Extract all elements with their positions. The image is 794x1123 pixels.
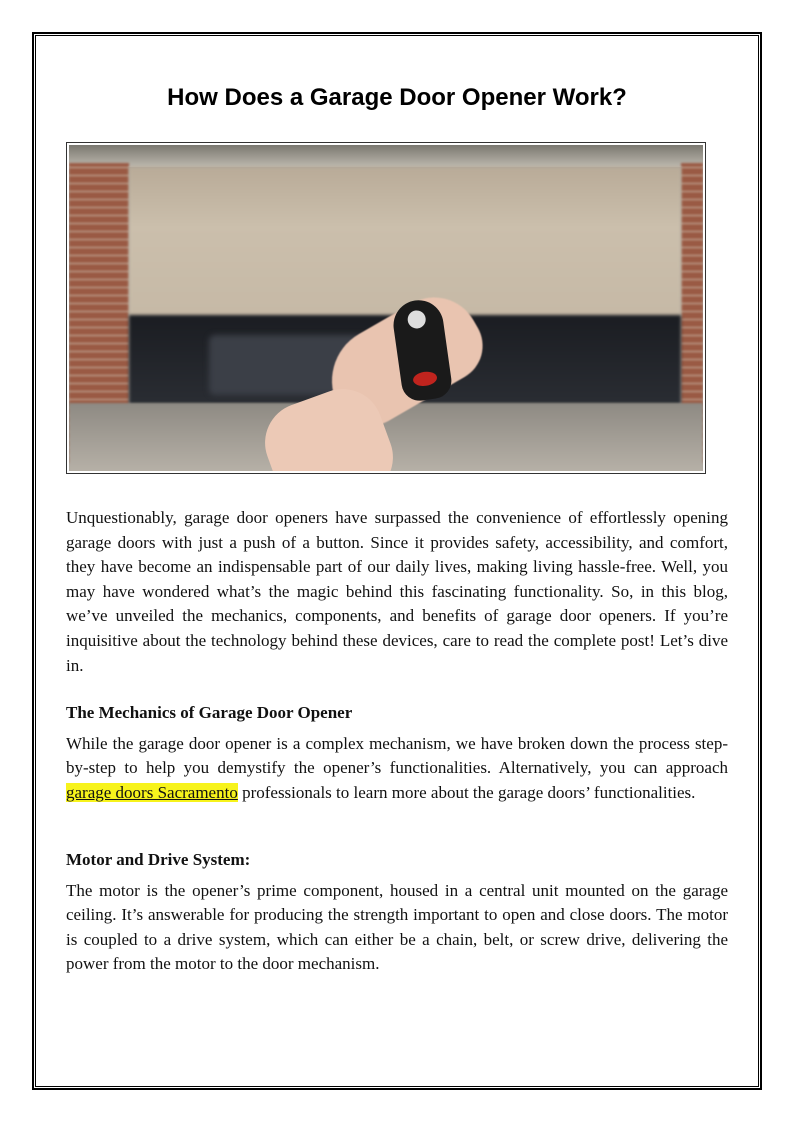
section-heading: Motor and Drive System: [66,850,251,869]
intro-paragraph [66,506,728,678]
text-before-link: While the garage door opener is a complex mechanism, we have broken down the process step-by-step to help you demystify the opener’s functionalities. Alternatively, you can approach [66,733,728,778]
section-mechanics [66,701,728,805]
section-motor [66,848,728,977]
garage-remote-photo [66,142,706,474]
text-after-link: professionals to learn more about the garage doors’ functionalities. [237,782,696,802]
intro-text: Unquestionably, garage door openers have surpassed the convenience of effortlessly opening garage doors with just a push of a button. Since it provides safety, accessibility, and comfort, they have become an indispensable part of our daily lives, making living hassle-free. Well, you may have wondered what’s the magic behind this fascinating functionality. So, in this blog, we’ve unveiled the mechanics, components, and benefits of garage door openers. If you’re inquisitive about the technology behind these devices, care to read the complete post! Let’s dive in. [66,508,728,675]
section-heading: The Mechanics of Garage Door Opener [66,703,353,722]
page-title: How Does a Garage Door Opener Work? [167,84,627,111]
section-text: The motor is the opener’s prime component, housed in a central unit mounted on the garage ceiling. It’s answerable for producing the strength important to open and close doors. The motor is coupled to a drive system, which can either be a chain, belt, or screw drive, delivering the power from the motor to the door mechanism. [66,880,728,974]
section-text [66,732,728,806]
garage-doors-sacramento-link[interactable]: garage doors Sacramento [66,782,238,802]
